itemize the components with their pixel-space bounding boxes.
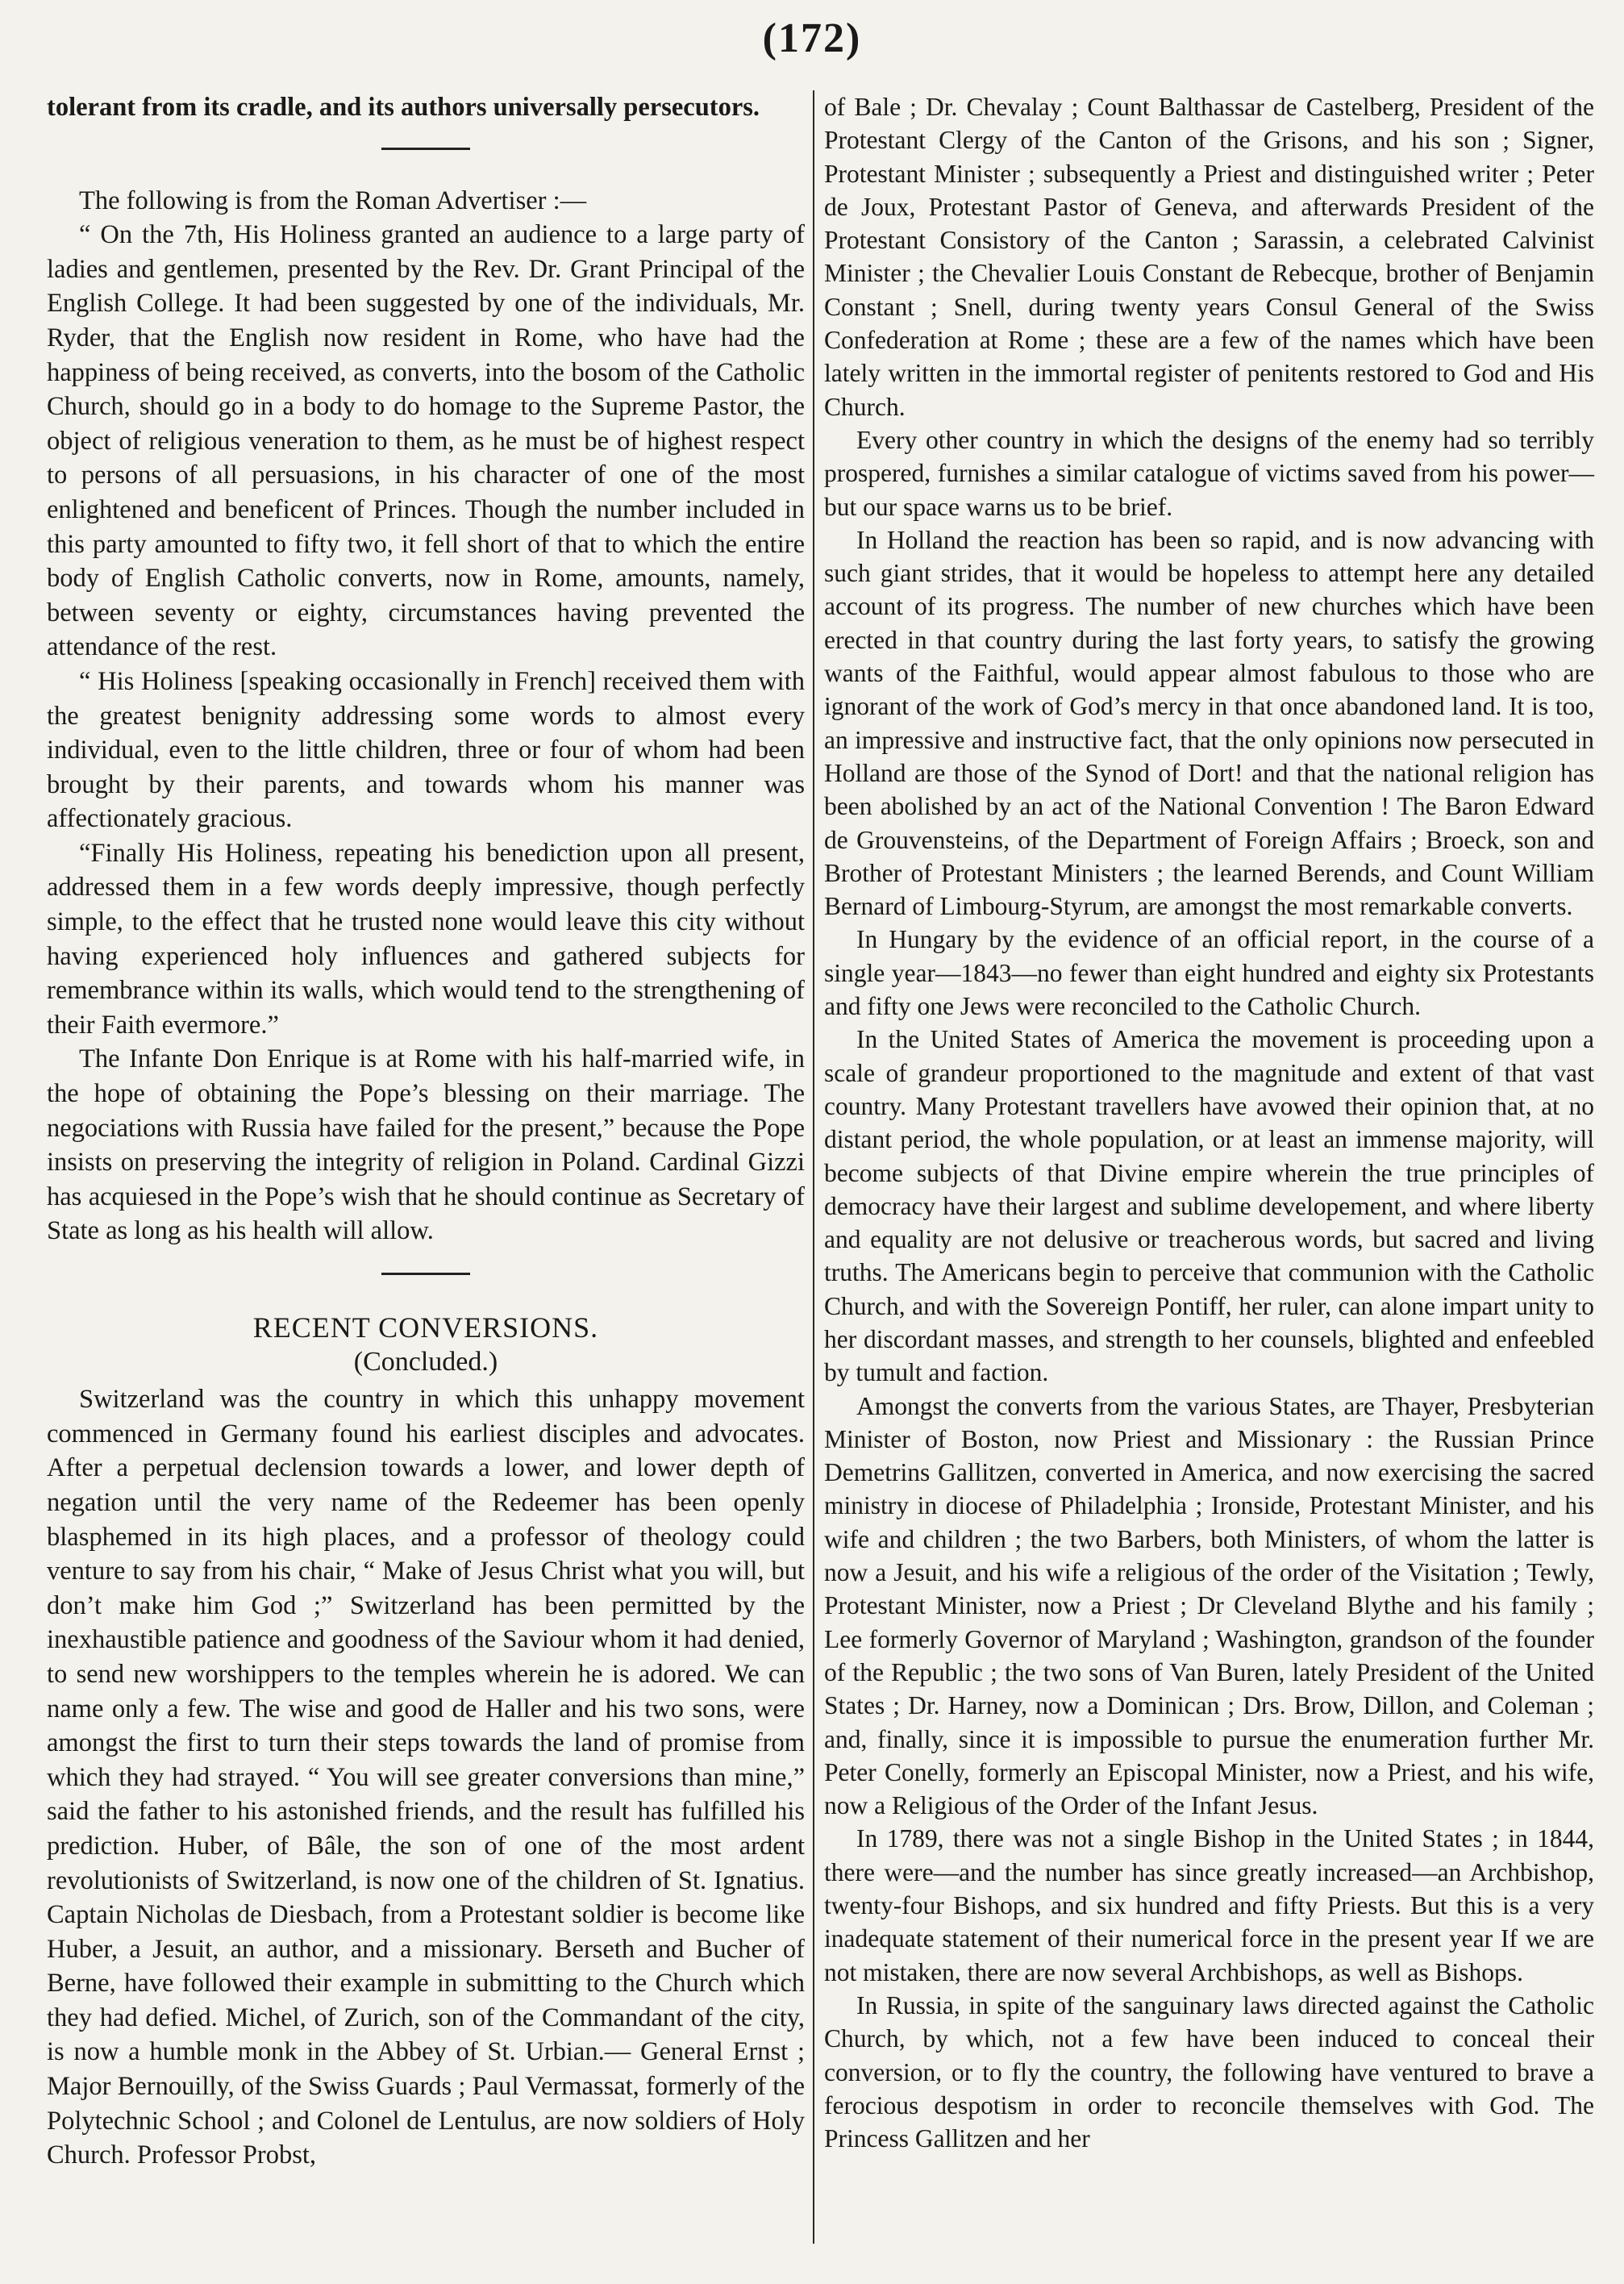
article-paragraph: “ His Holiness [speaking occasionally in French] received them with the greatest benignity addressing some words to almost every individual, even to the little children, three or four of whom had been brought by their parents, and towards whom his manner was affectionately gracious. xyxy=(47,666,805,834)
article-paragraph: of Bale ; Dr. Chevalay ; Count Balthassar de Castelberg, President of the Protestant Clergy of the Canton of the Grisons, and his son ; Signer, Protestant Minister ; subsequently a Priest and distinguished writer ; Peter de Joux, Protestant Pastor of Geneva, and afterwards President of the Protestant Consistory of the Canton ; Sarassin, a celebrated Calvinist Minister ; the Chevalier Louis Constant de Rebecque, brother of Benjamin Constant ; Snell, during twenty years Consul General of the Swiss Confederation at Rome ; these are a few of the names which have been lately written in the immortal register of penitents restored to God and His Church. xyxy=(824,93,1594,421)
article-paragraph: In Hungary by the evidence of an official report, in the course of a single year—1843—no fewer than eight hundred and eighty six Protestants and fifty one Jews were reconciled to the Catholic Church. xyxy=(824,925,1594,1021)
article-paragraph: In the United States of America the movement is proceeding upon a scale of grandeur proportioned to the magnitude and extent of that vast country. Many Protestant travellers have avowed their opinion that, at no distant period, the whole population, or at least an immense majority, will become subjects of that Divine empire wherein the true principles of democracy have their largest and sublime developement, and where liberty and equality are not delusive or treacherous words, but sacred and living truths. The Americans begin to perceive that communion with the Catholic Church, and with the Sovereign Pontiff, her ruler, can alone impart unity to her discordant masses, and strength to her counsels, blighted and enfeebled by tumult and faction. xyxy=(824,1025,1594,1387)
opening-paragraph: tolerant from its cradle, and its authors universally persecutors. xyxy=(47,93,760,122)
section-title: RECENT CONVERSIONS. xyxy=(252,1311,599,1344)
article-paragraph: Amongst the converts from the various States, are Thayer, Presbyterian Minister of Boston, now Priest and Missionary : the Russian Prince Demetrins Gallitzen, converted in America, and now exercising the sacred ministry in diocese of Philadelphia ; Ironside, Protestant Minister, and his wife and children ; the two Barbers, both Ministers, of whom the latter is now a Jesuit, and his wife a religious of the order of the Visitation ; Tewly, Protestant Minister, now a Priest ; Dr Cleveland Blythe and his family ; Lee formerly Governor of Maryland ; Washington, grandson of the founder of the Republic ; the two sons of Van Buren, lately President of the United States ; Dr. Harney, now a Dominican ; Drs. Brow, Dillon, and Coleman ; and, finally, since it is impossible to pursue the enumeration further Mr. Peter Conelly, formerly an Episcopal Minister, now a Priest, and his wife, now a Religious of the Order of the Infant Jesus. xyxy=(824,1391,1594,1820)
section-subtitle: (Concluded.) xyxy=(353,1346,498,1377)
article-paragraph: The following is from the Roman Advertiser :— xyxy=(79,185,587,215)
left-column xyxy=(47,90,805,2173)
section-divider xyxy=(381,148,470,150)
article-paragraph: In Holland the reaction has been so rapid, and is now advancing with such giant strides, that it would be hopeless to attempt here any detailed account of its progress. The number of new churches which have been erected in that country during the last forty years, to satisfy the growing wants of the Faithful, would appear almost fabulous to those who are ignorant of the work of God’s mercy in that once abandoned land. It is too, an impressive and instructive fact, that the only opinions now persecuted in Holland are those of the Synod of Dort! and that the national religion has been abolished by an act of the National Convention ! The Baron Edward de Grouvensteins, of the Department of Foreign Affairs ; Broeck, son and Brother of Protestant Ministers ; the learned Berends, and Count William Bernard of Limbourg-Styrum, are amongst the most remarkable converts. xyxy=(824,525,1594,921)
article-paragraph: “ On the 7th, His Holiness granted an audience to a large party of ladies and gentlemen, presented by the Rev. Dr. Grant Principal of the English College. It had been suggested by one of the individuals, Mr. Ryder, that the English now resident in Rome, who have had the happiness of being received, as converts, into the bosom of the Catholic Church, should go in a body to do homage to the Supreme Pastor, the object of religious veneration to them, as he must be of highest respect to persons of all persuasions, in his character of one of the most enlightened and beneficent of Princes. Though the number included in this party amounted to fifty two, it fell short of that to which the entire body of English Catholic converts, now in Rome, amounts, namely, between seventy or eighty, circumstances having prevented the attendance of the rest. xyxy=(47,220,805,662)
page-number: (172) xyxy=(762,15,862,61)
right-column xyxy=(824,90,1594,2155)
section-divider xyxy=(381,1273,470,1275)
article-paragraph: “Finally His Holiness, repeating his benediction upon all present, addressed them in a few words deeply impressive, though perfectly simple, to the effect that he trusted none would leave this city without having experienced holy influences and gathered subjects for remembrance within its walls, which would tend to the strengthening of their Faith evermore.” xyxy=(47,838,805,1040)
article-paragraph: In Russia, in spite of the sanguinary laws directed against the Catholic Church, by which, not a few have been induced to conceal their conversion, or to fly the country, the following have ventured to brave a ferocious despotism in order to reconcile themselves with God. The Princess Gallitzen and her xyxy=(824,1990,1594,2153)
article-paragraph: The Infante Don Enrique is at Rome with his half-married wife, in the hope of obtaining the Pope’s blessing on their marriage. The negociations with Russia have failed for the present,” because the Pope insists on preserving the integrity of religion in Poland. Cardinal Gizzi has acquiesed in the Pope’s wish that he should continue as Secretary of State as long as his health will allow. xyxy=(47,1044,805,1246)
article-paragraph: Switzerland was the country in which this unhappy movement commenced in Germany found his earliest disciples and advocates. After a perpetual declension towards a lower, and lower depth of negation until the very name of the Redeemer has been openly blasphemed in its high places, and a professor of theology could venture to say from his chair, “ Make of Jesus Christ what you will, but don’t make him God ;” Switzerland has been permitted by the inexhaustible patience and goodness of the Saviour whom it had denied, to send new worshippers to the temples wherein he is adored. We can name only a few. The wise and good de Haller and his two sons, were amongst the first to turn their steps towards the land of promise from which they had strayed. “ You will see greater conversions than mine,” said the father to his astonished friends, and the result has fulfilled his prediction. Huber, of Bâle, the son of one of the most ardent revolutionists of Switzerland, is now one of the children of St. Ignatius. Captain Nicholas de Diesbach, from a Protestant soldier is become like Huber, a Jesuit, an author, and a missionary. Berseth and Bucher of Berne, have followed their example in submitting to the Church which they had defied. Michel, of Zurich, son of the Commandant of the city, is now a humble monk in the Abbey of St. Urbian.— General Ernst ; Major Bernouilly, of the Swiss Guards ; Paul Vermassat, formerly of the Polytechnic School ; and Colonel de Lentulus, are now soldiers of Holy Church. Professor Probst, xyxy=(47,1385,805,2170)
article-paragraph: Every other country in which the designs of the enemy had so terribly prospered, furnishes a similar catalogue of victims saved from his power—but our space warns us to be brief. xyxy=(824,425,1594,521)
column-rule xyxy=(813,90,814,2244)
article-paragraph: In 1789, there was not a single Bishop in the United States ; in 1844, there were—and the number has since greatly increased—an Archbishop, twenty-four Bishops, and six hundred and fifty Priests. But this is a very inadequate statement of their numerical force in the present year If we are not mistaken, there are now several Archbishops, as well as Bishops. xyxy=(824,1824,1594,1986)
